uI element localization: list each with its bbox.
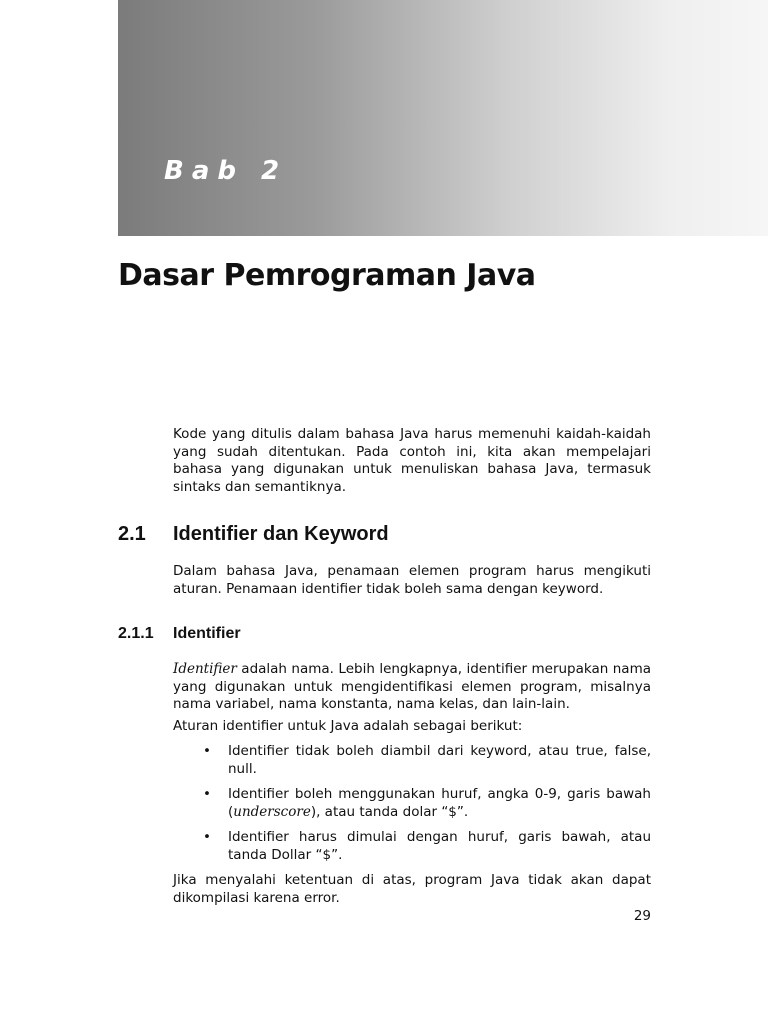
intro-section — [173, 426, 651, 496]
identifier-definition-text: adalah nama. Lebih lengkapnya, identifier merupakan nama yang digunakan untuk mengidentifikasi elemen program, misalnya nama variabel, nama konstanta, nama kelas, dan lain-lain. — [173, 661, 651, 712]
section-title: Identifier dan Keyword — [173, 523, 389, 545]
section-2-1-1-body — [173, 661, 651, 907]
subsection-number: 2.1.1 — [118, 625, 154, 642]
list-item-text: Identifier tidak boleh diambil dari keyword, atau true, false, null. — [228, 743, 651, 777]
page-number: 29 — [633, 908, 651, 924]
chapter-title: Dasar Pemrograman Java — [118, 258, 536, 293]
list-item-text-before: Identifier boleh menggunakan huruf, angka 0-9, garis bawah ( — [228, 786, 651, 820]
list-item — [173, 743, 651, 778]
identifier-italic-term: Identifier — [173, 661, 237, 677]
underscore-italic-term: underscore — [233, 803, 311, 820]
section-heading-2-1 — [118, 523, 389, 546]
rules-intro-paragraph: Aturan identifier untuk Java adalah sebagai berikut: — [173, 717, 523, 734]
identifier-definition-paragraph — [173, 661, 651, 714]
bullet-icon: • — [203, 829, 211, 845]
closing-paragraph: Jika menyalahi ketentuan di atas, program Java tidak akan dapat dikompilasi karena error. — [173, 872, 651, 906]
section-2-1-body — [173, 563, 651, 598]
bullet-icon: • — [203, 786, 211, 802]
intro-paragraph: Kode yang ditulis dalam bahasa Java harus memenuhi kaidah-kaidah yang sudah ditentukan. Pada contoh ini, kita akan mempelajari bahasa yang digunakan untuk menuliskan bahasa Java, termasuk sintaks dan semantiknya. — [173, 426, 651, 495]
chapter-banner — [118, 0, 768, 236]
list-item — [173, 829, 651, 864]
section-heading-2-1-1 — [118, 625, 241, 643]
section-number: 2.1 — [118, 523, 146, 545]
list-item-text: Identifier harus dimulai dengan huruf, garis bawah, atau tanda Dollar “$”. — [228, 829, 651, 863]
list-item-text-after: ), atau tanda dolar “$”. — [310, 803, 469, 820]
list-item — [173, 786, 651, 821]
bullet-icon: • — [203, 743, 211, 759]
chapter-label: Bab 2 — [164, 156, 288, 186]
rules-list — [173, 743, 651, 864]
subsection-title: Identifier — [173, 625, 241, 642]
section-2-1-paragraph: Dalam bahasa Java, penamaan elemen program harus mengikuti aturan. Penamaan identifier tidak boleh sama dengan keyword. — [173, 563, 651, 597]
